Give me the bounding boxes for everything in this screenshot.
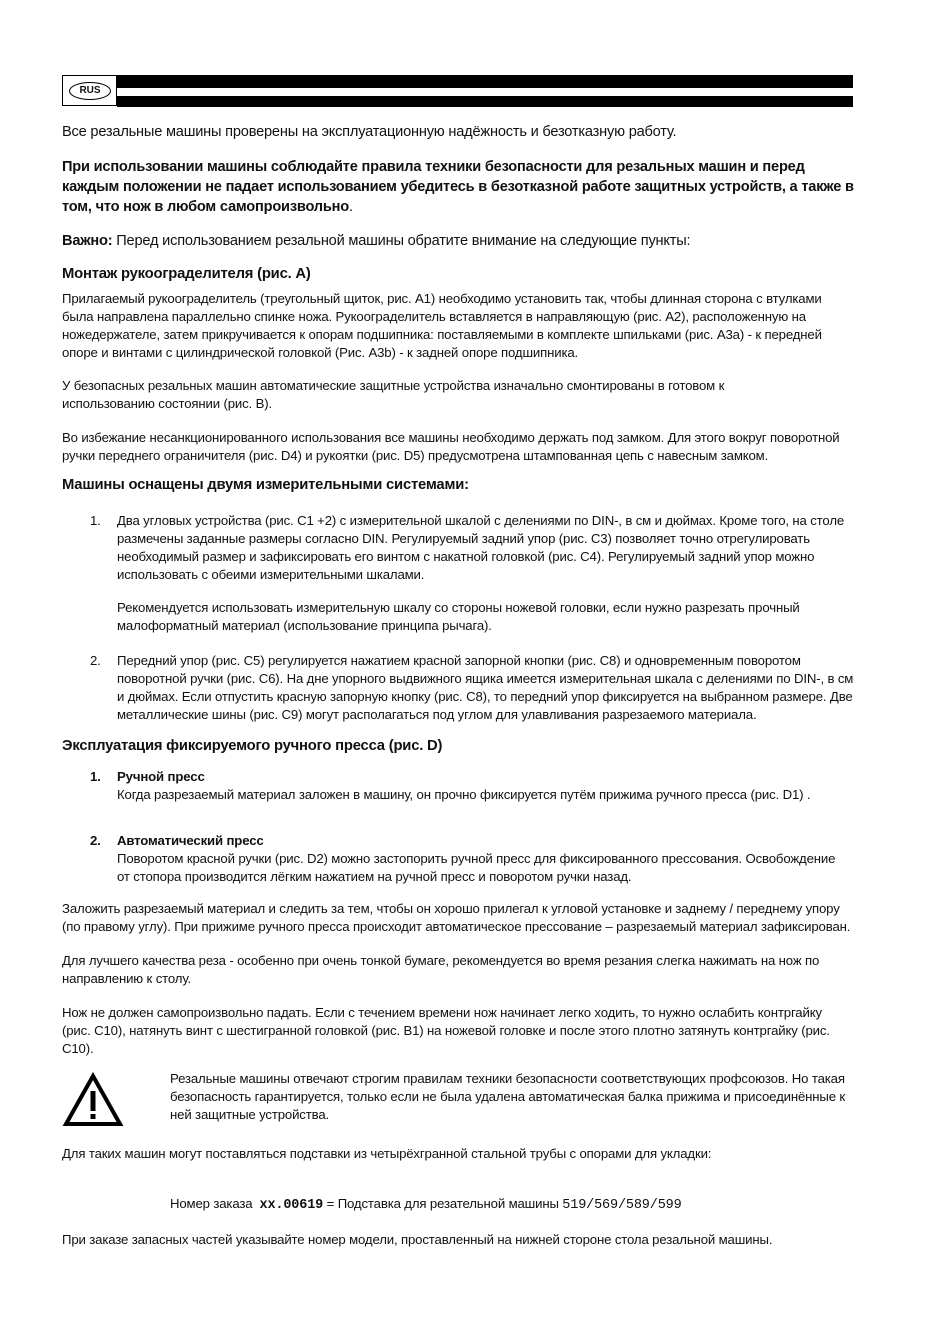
measure-item-1-text: Два угловых устройства (рис. С1 +2) с измерительной шкалой с делениями по DIN-, в см и дюймах. Кроме того, на столе размечены заданные размеры согласно DIN. Регулируемый задний упор (рис. С3) позволяет точно отрегулировать необходимый размер и зафиксировать его винтом с накатной головкой (рис. С4). Регулируемый задний упор можно использовать с обеими измерительными шкалами. — [117, 513, 845, 582]
order-label: Номер заказа — [170, 1196, 253, 1211]
measure-item-1-note: Рекомендуется использовать измерительную шкалу со стороны ножевой головки, если нужно разрезать прочный малоформатный материал (использование принципа рычага). — [117, 600, 800, 633]
section-press-p2: Для лучшего качества реза - особенно при очень тонкой бумаге, рекомендуется во время резания слегка нажимать на нож по направлению к столу. — [62, 953, 820, 986]
section-guard-title: Монтаж рукоограделителя (рис. А) — [62, 266, 311, 282]
press-item-2-text: Поворотом красной ручки (рис. D2) можно застопорить ручной пресс для фиксированного прессования. Освобождение от стопора производится лёгким нажатием на ручной пресс и поворотом ручки назад. — [117, 851, 836, 884]
order-models: 519/569/589/599 — [562, 1198, 682, 1213]
press-item-1-number: 1. — [90, 769, 101, 784]
measure-item-1-number: 1. — [90, 513, 101, 528]
section-press-p3: Нож не должен самопроизвольно падать. Если с течением времени нож начинает легко ходить, то нужно ослабить контргайку (рис. С10), натянуть винт с шестигранной головкой (рис. В1) на ножевой головке и после этого плотно затянуть контргайку (рис. С10). — [62, 1005, 830, 1056]
press-item-1-text: Когда разрезаемый материал заложен в машину, он прочно фиксируется путём прижима ручного пресса (рис. D1) . — [117, 787, 811, 802]
header-bar-top — [117, 75, 853, 88]
footer-note: При заказе запасных частей указывайте номер модели, проставленный на нижней стороне стола резальной машины. — [62, 1232, 773, 1247]
measure-item-2-text: Передний упор (рис. С5) регулируется нажатием красной запорной кнопки (рис. С8) и одновременным поворотом поворотной ручки (рис. С6). На дне упорного выдвижного ящика имеется измерительная шкала с делениями по DIN-, в см и дюймах. Если отпустить красную запорную кнопку (рис. С8), то передний упор фиксируется на выбранном размере. Две металлические шины (рис. С9) могут располагаться под углом для улавливания разрезаемого материала. — [117, 653, 854, 722]
press-item-2-title: Автоматический пресс — [117, 833, 264, 848]
section-guard-p3: Во избежание несанкционированного использования все машины необходимо держать под замком. Для этого вокруг поворотной ручки переднего ограничителя (рис. D4) и рукоятки (рис. D5) предусмотрена штампованная цепь с навесным замком. — [62, 430, 840, 463]
safety-warning — [62, 157, 862, 217]
warning-text: Резальные машины отвечают строгим правилам техники безопасности соответствующих профсоюзов. Но такая безопасность гарантируется, только если не была удалена автоматическая балка прижима и присоединённые к ней защитные устройства. — [170, 1071, 846, 1122]
language-badge — [62, 75, 117, 106]
section-press-p1: Заложить разрезаемый материал и следить за тем, чтобы он хорошо прилегал к угловой установке и заднему / переднему упору (по правому углу). При прижиме ручного пресса происходит автоматическое прессование – разрезаемый материал зафиксирован. — [62, 901, 851, 934]
order-number: xx.00619 — [259, 1198, 324, 1213]
section-guard-p1: Прилагаемый рукоограделитель (треугольный щиток, рис. А1) необходимо установить так, чтобы длинная сторона с втулками была направлена параллельно спинке ножа. Рукоограделитель вставляется в направляющую (рис. А2), расположенную на ножедержателе, затем прикручивается к опорам подшипника: поставляемыми в комплекте шпильками (рис. А3а) - к передней опоре и винтами с цилиндрической головкой (Рис. А3b) - к задней опоре подшипника. — [62, 291, 822, 360]
order-line — [170, 1195, 850, 1215]
warning-triangle-icon — [62, 1072, 124, 1128]
press-item-2-number: 2. — [90, 833, 101, 848]
press-item-1-title: Ручной пресс — [117, 769, 205, 784]
stands-text: Для таких машин могут поставляться подставки из четырёхгранной стальной трубы с опорами для укладки: — [62, 1146, 712, 1161]
section-press-title: Эксплуатация фиксируемого ручного пресса (рис. D) — [62, 738, 443, 754]
section-measure-title: Машины оснащены двумя измерительными системами: — [62, 477, 469, 493]
important-text: Перед использованием резальной машины обратите внимание на следующие пункты: — [112, 233, 691, 249]
section-guard-p2: У безопасных резальных машин автоматические защитные устройства изначально смонтированы в готовом к использованию состоянии (рис. В). — [62, 378, 725, 411]
safety-warning-tail: . — [348, 199, 353, 215]
order-description: = Подставка для резательной машины — [323, 1196, 563, 1211]
header-bar-bottom — [117, 96, 853, 107]
important-note — [62, 231, 857, 251]
measure-item-2-number: 2. — [90, 653, 101, 668]
page-header — [62, 75, 853, 108]
intro-text: Все резальные машины проверены на эксплуатационную надёжность и безотказную работу. — [62, 124, 677, 140]
language-code: RUS — [69, 82, 111, 100]
safety-warning-bold: При использовании машины соблюдайте правила техники безопасности для резальных машин и перед каждым положении не падает использованием убедитесь в безотказной работе защитных устройств, а также в том, что нож в любом самопроизвольно — [62, 159, 854, 215]
important-label: Важно: — [62, 233, 113, 249]
